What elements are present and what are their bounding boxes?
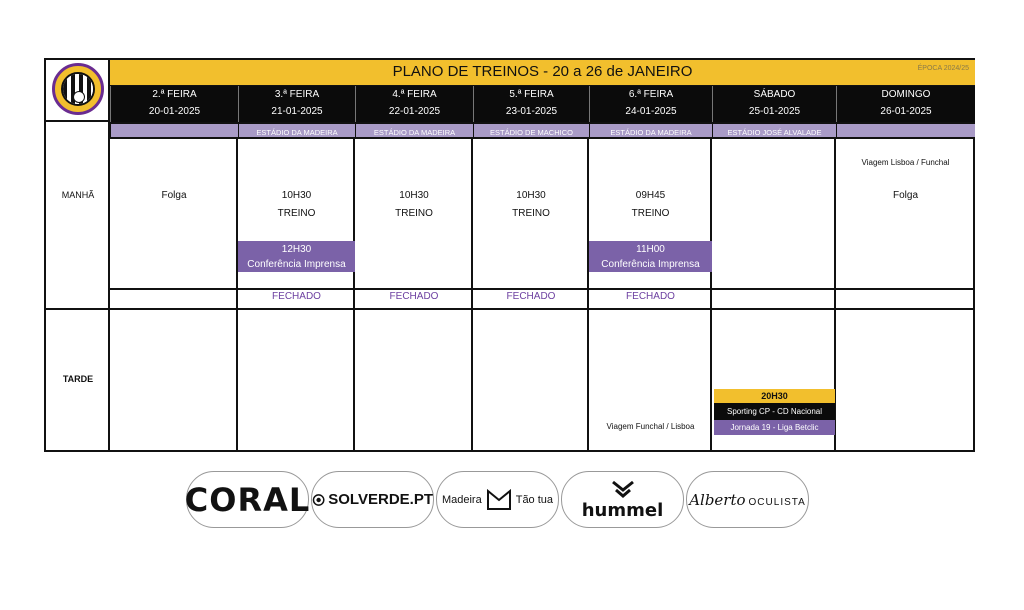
club-logo-cell bbox=[46, 60, 110, 122]
venue-thu: ESTÁDIO DE MACHICO bbox=[473, 122, 589, 139]
wednesday-closed: FECHADO bbox=[389, 291, 439, 302]
season-label: ÉPOCA 2024/25 bbox=[917, 65, 969, 72]
sponsor-hummel: hummel bbox=[561, 471, 684, 528]
thursday-time: 10H30 bbox=[516, 190, 546, 201]
venue-mon bbox=[110, 122, 238, 139]
day-header-thu: 5.ª FEIRA 23-01-2025 bbox=[473, 86, 589, 122]
venue-sun bbox=[836, 122, 975, 139]
row-label-afternoon: TARDE bbox=[62, 374, 94, 384]
hummel-logo-icon bbox=[610, 480, 636, 498]
solverde-sun-icon bbox=[312, 491, 325, 509]
friday-press-conference: 11H00 Conferência Imprensa bbox=[589, 241, 712, 272]
friday-time: 09H45 bbox=[635, 190, 666, 201]
tuesday-session: TREINO bbox=[277, 208, 316, 219]
row-divider bbox=[110, 288, 975, 290]
column-divider bbox=[108, 122, 110, 450]
sunday-rest: Folga bbox=[892, 190, 918, 201]
wednesday-time: 10H30 bbox=[399, 190, 429, 201]
row-divider bbox=[46, 308, 973, 310]
venue-sat: ESTÁDIO JOSÉ ALVALADE bbox=[712, 122, 836, 139]
venue-tue: ESTÁDIO DA MADEIRA bbox=[238, 122, 355, 139]
match-teams: Sporting CP - CD Nacional bbox=[714, 403, 835, 420]
match-competition: Jornada 19 - Liga Betclic bbox=[714, 420, 835, 435]
sponsor-alberto-oculista: Alberto OCULISTA bbox=[686, 471, 809, 528]
venue-fri: ESTÁDIO DA MADEIRA bbox=[589, 122, 712, 139]
day-header-mon: 2.ª FEIRA 20-01-2025 bbox=[110, 86, 238, 122]
day-header-sun: DOMINGO 26-01-2025 bbox=[836, 86, 975, 122]
match-time: 20H30 bbox=[714, 389, 835, 403]
title-bar bbox=[110, 60, 975, 86]
day-header-fri: 6.ª FEIRA 24-01-2025 bbox=[589, 86, 712, 122]
row-label-morning: MANHÃ bbox=[61, 190, 95, 200]
madeira-emblem-icon bbox=[486, 489, 512, 511]
sponsor-coral: CORAL bbox=[186, 471, 309, 528]
page-title: PLANO DE TREINOS - 20 a 26 de JANEIRO bbox=[392, 63, 693, 80]
tuesday-press-conference: 12H30 Conferência Imprensa bbox=[238, 241, 355, 272]
friday-session: TREINO bbox=[631, 208, 670, 219]
thursday-closed: FECHADO bbox=[506, 291, 556, 302]
friday-closed: FECHADO bbox=[626, 291, 675, 302]
venue-wed: ESTÁDIO DA MADEIRA bbox=[355, 122, 473, 139]
day-header-wed: 4.ª FEIRA 22-01-2025 bbox=[355, 86, 473, 122]
day-header-sat: SÁBADO 25-01-2025 bbox=[712, 86, 836, 122]
day-header-tue: 3.ª FEIRA 21-01-2025 bbox=[238, 86, 355, 122]
club-crest-icon bbox=[52, 63, 104, 115]
sponsor-solverde: SOLVERDE.PT bbox=[311, 471, 434, 528]
friday-travel: Viagem Funchal / Lisboa bbox=[606, 422, 695, 431]
monday-rest: Folga bbox=[161, 190, 187, 201]
thursday-session: TREINO bbox=[512, 208, 550, 219]
tuesday-time: 10H30 bbox=[281, 190, 312, 201]
sponsor-madeira: Madeira Tão tua bbox=[436, 471, 559, 528]
wednesday-session: TREINO bbox=[395, 208, 433, 219]
tuesday-closed: FECHADO bbox=[272, 291, 321, 302]
sunday-travel: Viagem Lisboa / Funchal bbox=[861, 158, 950, 167]
training-plan-board bbox=[44, 58, 975, 452]
